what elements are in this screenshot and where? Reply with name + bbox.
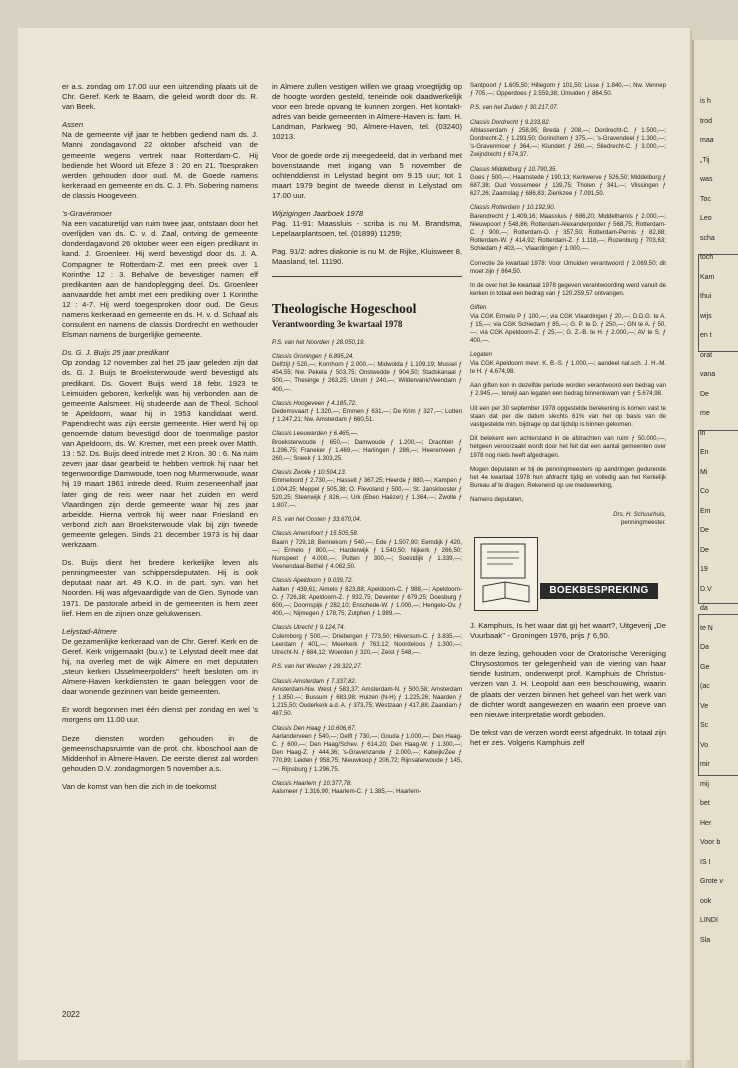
account-heading: Classis Amersfoort ƒ 15.505,58.	[272, 530, 359, 538]
account-heading: P.S. van het Oosten ƒ 33.670,04.	[272, 516, 362, 524]
right-page-fragment: Da	[700, 644, 709, 651]
account-text: Culemborg ƒ 500,—; Driebergen ƒ 773,50; Hilversum-C. ƒ 3.835,—; Leerdam ƒ 401,—; Meerkerk ƒ 763,12; Noordeloos ƒ 1.300,—; Utrecht-N. ƒ 684,12; Woerden ƒ 320,—; Zeist ƒ 548,—.	[272, 632, 462, 657]
right-page-fragment: da	[700, 605, 708, 612]
account-entry	[470, 405, 666, 430]
account-entry	[272, 624, 462, 657]
column-3	[470, 82, 666, 982]
account-entry	[272, 339, 462, 347]
account-heading: Classis Apeldoorn ƒ 9.039,72.	[272, 577, 354, 585]
account-heading: Classis Middelburg ƒ 10.790,35.	[470, 165, 558, 173]
paragraph: Op zondag 12 november zal het 25 jaar geleden zijn dat ds. G. J. Buijs te Broeksterwoude werd bevestigd als predikant. Ds. Govert Buijs werd 18 febr. 1923 te Leimuiden geboren, kerkelijk was hij verbonden aan de gemeente Aalsmeer. Hij studeerde aan de Theol. School te Apeldoorn, waar hij in 1953 kandidaat werd. Papendrecht was zijn eerste gemeente. Hier werd hij op genoemde datum bevestigd door de toenmalige pastor van Apeldoorn, ds. W. Kremer, met een preek over Matth. 13 : 52. Ds. Buijs deed intrede met 2 Kron. 30 : 6. Na ruim zeven jaar daar gearbeid te hebben vertrok hij naar het tegenwoordige Damwoude, toen nog Murmerwoude, waar hij 19 maart 1961 intrede deed. Ruim zeseneenhalf jaar later ging de reis weer naar het zuiden en werd Vlaardingen zijn derde gemeente waar hij zes jaar arbeidde. Hierna vertrok hij weer naar Friesland en verbond zich aan Broeksterwoude vlak bij zijn tweede gemeente gelegen. Sinds 21 december 1973 is hij daar werkzaam.	[62, 358, 258, 550]
account-entry	[272, 678, 462, 719]
book-drawing	[475, 538, 537, 610]
right-page-fragment: mij	[700, 780, 709, 788]
account-entry	[272, 530, 462, 571]
right-page-fragment: Ve	[700, 702, 709, 710]
account-heading: Classis Utrecht ƒ 9.124,74.	[272, 624, 346, 632]
paragraph: Voor de goede orde zij meegedeeld, dat in verband met bovenstaande met ingang van 5 november de ochtenddienst in Lelystad begint om 9.15 uur; tot 1 maart 1979 begint de tweede dienst in Lelystad om 17.00 uur.	[272, 150, 462, 200]
book-illustration	[474, 537, 538, 611]
paragraph: Pag. 11-91: Maassluis - scriba is nu M. Brandsma, Lepelaarplantsoen, tel. (01899) 11259;	[272, 219, 462, 239]
account-text: Mogen deputaten er bij de penningmeesters op aandringen gedurende het 4e kwartaal 1978 hun afdracht tijdig en volledig aan het Kerkelijk Bureau af te dragen. Rekenend op uw medewerking,	[470, 465, 666, 490]
account-entry	[272, 577, 462, 618]
paragraph: Deze diensten worden gehouden in de gemeenschapsruimte van de prot. chr. kboschool aan de Middenhof in Almere-Haven. De eerste dienst zal worden gehouden D.V. zondagmorgen 5 november a.s.	[62, 733, 258, 773]
boekbespreking-intro: J. Kamphuis, Is het waar dat gij het waart?, Uitgeverij „De Vuurbaak'' - Groningen 1976, prijs ƒ 6,50.	[470, 620, 666, 641]
paragraph: Er wordt begonnen met één dienst per zondag en wel 's morgens om 11.00 uur.	[62, 705, 258, 725]
right-page-fragment: LINDI	[700, 917, 718, 924]
signature-role: penningmeester.	[620, 518, 666, 526]
account-heading: Classis Leeuwarden ƒ 6.465,—.	[272, 430, 359, 438]
paragraph: Ds. Buijs dient het bredere kerkelijke leven als penningmeester van schippersdeputaten. Hij is ook deputaat naar art. 49 K.O. in de part. syn. van het Noorden. Hij was afgevaardigde van de Gen. Synode van 1971. De pastorale arbeid in de gemeenten is hem zeer lief. Hem en de zijnen onze gelukwensen.	[62, 558, 258, 618]
right-page-fragment: De	[700, 546, 709, 554]
right-page-fragment: Her	[700, 819, 712, 827]
page-number: 2022	[62, 1010, 80, 1019]
account-entry	[470, 166, 666, 199]
hogeschool-title: Theologische Hogeschool	[272, 300, 417, 316]
account-text: Delfzijl ƒ 520,—; Kornhorn ƒ 2.000,—; Midwolda ƒ 1.109,19; Mussel ƒ 454,55; Nw. Pekela ƒ 503,75; Onstwedde ƒ 904,50; Stadskanaal ƒ 500,—; Thesinge ƒ 263,25; Ulrum ƒ 240,—; Wildervank/Veendam ƒ 400,—.	[272, 361, 462, 393]
boekbespreking-body	[470, 649, 666, 748]
right-page-fragment: En	[700, 449, 709, 456]
account-entry	[272, 663, 462, 671]
section-heading: 's-Gravenmoer	[62, 209, 112, 219]
account-entry	[272, 430, 462, 463]
account-entry	[470, 82, 666, 98]
account-heading: Classis Den Haag ƒ 10.606,67.	[272, 724, 357, 732]
right-page-fragment: „Tij	[700, 156, 710, 164]
right-page-fragment: Vo	[700, 741, 709, 749]
section-divider	[272, 276, 462, 277]
account-entry	[470, 204, 666, 253]
account-entry	[272, 400, 462, 425]
right-page-fragment: IS I	[700, 858, 711, 866]
account-heading: Classis Dordrecht ƒ 9.233,82.	[470, 118, 551, 126]
account-entry	[470, 435, 666, 460]
hogeschool-accounts-list	[272, 339, 462, 797]
account-heading: Classis Rotterdam ƒ 10.192,90.	[470, 204, 556, 212]
account-text: Santpoort ƒ 1.605,50; Hillegom ƒ 101,50; Lisse ƒ 1.840,—; Nw. Vennep ƒ 705,—; Opperdoes ƒ 2.559,38; IJmuiden ƒ 864,50.	[470, 82, 666, 98]
account-text: Emmeloord ƒ 2.730,—; Hasselt ƒ 367,25; Heerde ƒ 880,—; Kampen ƒ 1.004,25; Meppel ƒ 505,38; O. Flevoland ƒ 500,—; St. Jansklooster ƒ 520,25; Steenwijk ƒ 826,—; Urk (Eben Haëzer) ƒ 1.364,—; Zwolle ƒ 1.807,—.	[272, 477, 462, 510]
account-entry	[470, 104, 666, 112]
section-heading: Lelystad-Almere	[62, 626, 117, 636]
right-page-edge	[692, 40, 738, 1068]
right-page-fragment: vana	[700, 371, 716, 378]
paragraph: er a.s. zondag om 17.00 uur een uitzending plaats uit de Chr. Geref. Kerk te Baarn, die geleid wordt door ds. R. van Beek.	[62, 82, 258, 112]
account-text: Baarn ƒ 729,18; Bennekom ƒ 540,—; Ede ƒ 1.507,90; Eemdijk ƒ 420,—; Ermelo ƒ 800,—; Harderwijk ƒ 1.540,50; Nijkerk ƒ 266,50; Nunspeet ƒ 4.000,—; Putten ƒ 300,—; Soestdijk ƒ 1.339,—; Veenendaal-Bethel ƒ 4.062,50.	[272, 538, 462, 571]
right-page-fragment: orat	[700, 351, 713, 359]
right-page-fragment: D.V	[700, 585, 712, 593]
right-page-fragment: Em	[700, 507, 711, 515]
account-text: Aalten ƒ 439,61; Almelo ƒ 823,88; Apeldoorn-C. ƒ 988,—; Apeldoorn-O. ƒ 726,38; Apeldoorn-Z. ƒ 932,75; Deventer ƒ 679,25; Doesburg ƒ 600,—; Doornspijk ƒ 282,10; Enschede-W. ƒ 1.000,—; Hengelo-Ov. ƒ 400,—; Nijmegen ƒ 178,75; Zutphen ƒ 1.989,—.	[272, 585, 462, 618]
right-page-fragment: Sc	[700, 722, 709, 729]
account-text: Barendrecht ƒ 1.409,16; Maassluis ƒ 686,20; Middelharnis ƒ 2.000,—; Nieuwpoort ƒ 548,86; Rotterdam-Alexanderpolder ƒ 568,75; Rotterdam-C. ƒ 900,—; Rotterdam-O. ƒ 357,50; Rotterdam-Pernis ƒ 82,88; Rotterdam-W. ƒ 414,92; Rotterdam-Z. ƒ 1.118,—; Rozenburg ƒ 703,63; Schiedam ƒ 403,—; Vlaardingen ƒ 1.000,—.	[470, 212, 666, 253]
right-page-fragment: Leo	[700, 215, 712, 222]
account-entry	[272, 780, 462, 796]
right-page-fragment: ook	[700, 897, 712, 905]
paragraph: Van de komst van hen die zich in de toekomst	[62, 781, 217, 791]
account-heading: P.S. van het Westen ƒ 28.322,27.	[272, 663, 363, 671]
account-entry	[470, 351, 666, 376]
right-page-fragment: De	[700, 527, 709, 534]
column-2	[272, 82, 462, 982]
boekbespreking-paragraph: In deze lezing, gehouden voor de Oratorische Vereniging Chrysostomos ter gelegenheid van de viering van haar tiende lustrum, onderwerpt prof. Kamphuis de Christus-verzen van J. H. Leopold aan een beschouwing, waarin de plaats der verzen binnen het geheel van het werk van de dichter wordt aangewezen en waarin een proeve van een nieuwe interpretatie wordt geboden.	[470, 649, 666, 719]
right-page-fragment: Voor b	[700, 839, 721, 846]
account-entry	[470, 466, 666, 491]
right-page-fragment: trod	[700, 117, 713, 125]
account-entry	[470, 304, 666, 345]
account-text: Dedemsvaart ƒ 1.320,—; Emmen ƒ 631,—; De Krim ƒ 327,—; Lutten ƒ 1.247,21; Nw. Amsterdam ƒ 660,51.	[272, 408, 462, 424]
boekbespreking-banner: BOEKBESPREKING	[540, 583, 658, 599]
account-text: In de over het 3e kwartaal 1978 gegeven verantwoording werd vanuit de kerken in totaal een bedrag van ƒ 120.259,57 ontvangen.	[470, 282, 666, 298]
column-2-announcements	[272, 82, 462, 268]
right-page-fragment: Co	[700, 488, 709, 495]
paragraph: De gezamenlijke kerkeraad van de Chr. Geref. Kerk en de Geref. Kerk vrijgemaakt (bu.v.) te Lelystad deelt mee dat hij, na overleg met de wijk Almere en met deputaten „steun kerken IJsselmeerpolders'' heeft besloten om in Almere-Haven kerkdiensten te gaan beleggen voor de daar wonende gezinnen van beide gemeenten.	[62, 636, 258, 697]
account-text: Goes ƒ 500,—; Haamstede ƒ 190,13; Kerkwerve ƒ 526,50; Middelburg ƒ 687,38; Oud Vossemeer ƒ 139,75; Tholen ƒ 341,—; Vlissingen ƒ 627,26; Zaamslag ƒ 686,83; Zierikzee ƒ 7.091,50.	[470, 173, 666, 198]
account-heading: Legaten	[470, 351, 493, 359]
account-heading: Classis Zwolle ƒ 10.504,13.	[272, 469, 347, 477]
right-page-fragment: thui	[700, 293, 712, 300]
account-entry	[470, 282, 666, 298]
account-text: Dit betekent een achterstand in de afdrachten van ruim ƒ 50.000,—, hetgeen veroorzaakt wordt door het feit dat een aantal gemeenten over 1978 nog niets heeft afgedragen.	[470, 435, 666, 459]
account-text: Aalsmeer ƒ 1.316,90; Haarlem-C. ƒ 1.385,—; Haarlem-	[272, 787, 422, 795]
right-page-fragment: Sla	[700, 936, 711, 944]
hogeschool-accounts-continued	[470, 82, 666, 505]
account-text: Amsterdam-Nw. West ƒ 583,37; Amsterdam-N. ƒ 500,58; Amsterdam ƒ 1.850,—; Bussum ƒ 683,98; Huizen (N-H) ƒ 1.225,26; Naarden ƒ 1.215,50; Ouderkerk a.d. A. ƒ 373,75; Westzaan ƒ 417,88; Zaandam ƒ 487,50.	[272, 685, 462, 718]
right-page-fragment: Mi	[700, 468, 708, 476]
account-text: Aan giften kon in dezelfde periode worden verantwoord een bedrag van ƒ 2.945,—, terwijl aan legaten een bedrag binnenkwam van ƒ 5.674,98.	[470, 382, 666, 398]
account-text: Broeksterwoude ƒ 650,—; Damwoude ƒ 1.200,—; Drachten ƒ 1.296,75; Franeker ƒ 1.469,—; Harlingen ƒ 286,—; Heerenveen ƒ 260,—; Sneek ƒ 1.303,25.	[272, 438, 462, 463]
account-heading: Classis Haarlem ƒ 10.377,78.	[272, 779, 352, 787]
right-page-fragment: Grote v	[700, 878, 723, 885]
account-heading: Classis Groningen ƒ 6.895,24.	[272, 352, 354, 360]
right-page-fragment: mir	[700, 761, 710, 768]
right-page-fragment: scha	[700, 234, 715, 242]
right-page-fragment: wijs	[700, 312, 712, 320]
account-entry	[470, 496, 666, 504]
right-page-fragment: bet	[700, 800, 710, 807]
paragraph: in Almere zullen vestigen willen we graag vroegtijdig op de hoogte worden gesteld, teneinde ook daadwerkelijk voor een brede opvang te kunnen zorgen. Het kontakt-adres van beide gemeenten in Almere-Haven is: fam. H. Landman, Parkweg 90, Almere-Haven, tel. (03240) 10213.	[272, 82, 462, 142]
account-text: Namens deputaten,	[470, 496, 524, 504]
account-text: Via CGK Apeldoorn mevr. K. B.-S. ƒ 1.000,—; aandeel nal.sch. J. H.-M. te H. ƒ 4.674,98.	[470, 359, 666, 375]
account-heading: Classis Hoogeveen ƒ 4.185,72.	[272, 399, 357, 407]
account-entry	[272, 725, 462, 774]
account-heading: P.S. van het Zuiden ƒ 30.217,07.	[470, 104, 559, 112]
right-page-fragment: in	[700, 429, 706, 437]
account-text: Uit een per 30 september 1978 opgestelde berekening is komen vast te staan dat per die datum slechts 61% van het op basis van de vastgestelde min. bijdrage op dat tijdstip is binnen gekomen.	[470, 404, 666, 428]
hogeschool-subtitle: Verantwoording 3e kwartaal 1978	[272, 318, 403, 329]
section-heading: Wijzigingen Jaarboek 1978	[272, 209, 364, 219]
account-heading: Giften	[470, 304, 487, 312]
account-entry	[470, 382, 666, 398]
account-entry	[272, 469, 462, 510]
account-entry	[470, 119, 666, 160]
right-page-fragment: was	[700, 176, 713, 183]
right-page-fragment: en t	[700, 332, 712, 339]
right-page-fragment: (ac	[700, 683, 710, 690]
right-page-fragment: De	[700, 390, 709, 398]
account-text: Aarlanderveen ƒ 540,—; Delft ƒ 730,—; Gouda ƒ 1.000,—; Den Haag-C. ƒ 600,—; Den Haag/Schev. ƒ 614,20; Den Haag-W. ƒ 1.300,—; Den Haag-Z. ƒ 444,36; 's-Gravenzande ƒ 2.000,—; Katwijk/Zee ƒ 770,89; Leiden ƒ 958,75; Nieuwkoop ƒ 206,72; Rijnsaterwoude ƒ 145,—; Rijnsburg ƒ 1.296,75.	[272, 732, 462, 773]
paragraph: Na een vacaturetijd van ruim twee jaar, ontstaan door het overlijden van ds. C. v. d. Zaal, ontving de gemeente donderdagavond 26 oktober weer een eigen predikant in kand. J. Groenleer. Hij werd bevestigd door ds. J. A. Compagner te Rotterdam-Z. met een preek over 1 Korinthe 12 : 3. Behalve de bevestiger namen elf predikanten aan de handoplegging deel. Ds. Groenleer aanvaardde het ambt met een prediking over 1 Korinthe 12 : 4-7. Hij werd toegesproken door oud. De Geus namens kerkeraad en gemeente en ds. H. v. d. Schaaf als consulent en namens de classis Dordrecht en wethouder Elsman namens de burgerlijke gemeente.	[62, 219, 258, 340]
right-page-fragment: toch	[700, 254, 714, 261]
right-page-box	[698, 614, 738, 776]
right-page-fragment: te N	[700, 624, 713, 632]
boekbespreking-paragraph: De tekst van de verzen wordt eerst afgedrukt. In totaal zijn het er zes. Volgens Kamphuis zelf	[470, 727, 666, 747]
right-page-fragment: Ge	[700, 663, 710, 671]
right-page-fragment: is h	[700, 98, 711, 105]
paragraph: Na de gemeente vijf jaar te hebben gediend nam ds. J. Manni zondagavond 22 oktober afscheid van de gemeente wegens vertrek naar Rotterdam-C. Hij bediende het Woord uit Efeze 3 : 20 en 21. Toespraken werden gehouden door oud. M. de Goede namens kerkeraad en gemeente en ds. C. J. Ph. Sobering namens de classis Hoogeveen.	[62, 130, 258, 200]
right-page-fragment: me	[700, 410, 710, 417]
account-text: Via CGK Ermelo P ƒ 100,—; via CGK Vlaardingen ƒ 20,—; D.D.G. te A. ƒ 15,—; via CGK Schiedam ƒ 85,—; G. P. te D. ƒ 250,—; GN te A. ƒ 50,—; via CGK Apeldoorn-Z. ƒ 25,—; G. Z.-B. te H. ƒ 2.000,—; AV te S. ƒ 400,—.	[470, 312, 666, 345]
account-text: Correctie 2e kwartaal 1978: Voor IJmuiden verantwoord ƒ 2.069,50; dit moet zijn ƒ 864,50.	[470, 259, 666, 275]
section-heading: Ds. G. J. Buijs 25 jaar predikant	[62, 348, 169, 358]
paragraph: Pag. 91/2: adres diakonie is nu M. de Rijke, Kluisweer 8, Maasland, tel. 11190.	[272, 247, 462, 267]
account-heading: P.S. van het Noorden ƒ 28.050,19.	[272, 338, 366, 346]
right-page-fragment: 19	[700, 566, 708, 573]
right-page-fragment: Kam	[700, 273, 715, 281]
boekbespreking-header	[470, 535, 660, 613]
column-1	[62, 82, 258, 982]
account-entry	[470, 260, 666, 276]
account-heading: Classis Amsterdam ƒ 7.337,82.	[272, 677, 357, 685]
account-text: Alblasserdam ƒ 258,95; Breda ƒ 208,—; Dordrecht-C. ƒ 1.500,—; Dordrecht-Z. ƒ 1.293,50; Gorinchem ƒ 375,—; 's-Gravendeel ƒ 1.300,—; 's-Gravenmoer ƒ 364,—; Klundert ƒ 260,—; Sliedrecht-C. ƒ 3.000,—; Zwijndrecht ƒ 674,37.	[470, 126, 666, 159]
right-page-fragment: Toc	[700, 195, 711, 203]
section-heading: Assen	[62, 120, 84, 130]
signature-name: Drs. H. Schuurhuis,	[613, 510, 666, 518]
right-page-fragment: maa	[700, 137, 714, 144]
account-entry	[272, 516, 462, 524]
account-entry	[272, 353, 462, 394]
